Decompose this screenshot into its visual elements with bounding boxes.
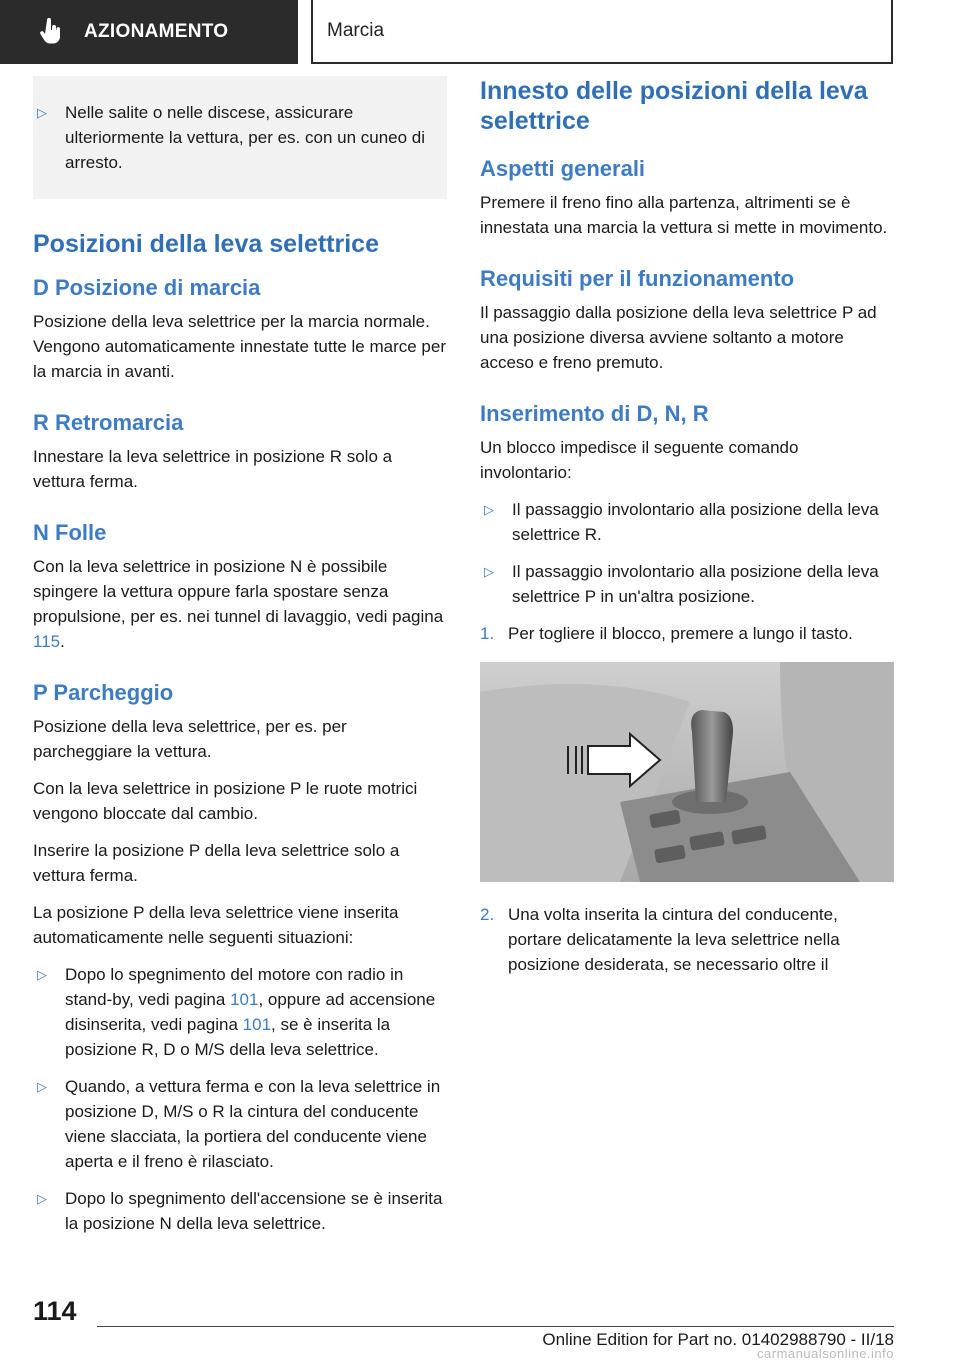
section-heading: Posizioni della leva selettrice bbox=[33, 230, 379, 258]
triangle-right-icon: ▷ bbox=[37, 967, 47, 982]
triangle-right-icon: ▷ bbox=[37, 105, 47, 120]
subheading: P Parcheggio bbox=[33, 680, 174, 705]
step-item: 2. Una volta inserita la cintura del conducente, portare delicatamente la leva selettrice nella posizione desiderata, se necessario oltre il bbox=[480, 902, 894, 977]
list-item: ▷ Quando, a vettura ferma e con la leva selettrice in posizione D, M/S o R la cintura del conducente viene slacciata, la portiera del conducente viene aperta e il freno è rilasciato. bbox=[33, 1074, 447, 1174]
section-tab bbox=[0, 0, 298, 64]
list-item: ▷ Il passaggio involontario alla posizione della leva selettrice R. bbox=[480, 497, 894, 547]
section-p bbox=[33, 680, 447, 1236]
page-number: 114 bbox=[33, 1296, 77, 1326]
paragraph: Il passaggio dalla posizione della leva selettrice P ad una posizione diversa avviene soltanto a motore acceso e freno premuto. bbox=[480, 303, 877, 372]
edition-text: Online Edition for Part no. 01402988790 - II/18 bbox=[542, 1330, 894, 1349]
note-box bbox=[33, 76, 447, 199]
step-number: 2. bbox=[480, 905, 495, 924]
paragraph: Un blocco impedisce il seguente comando involontario: bbox=[480, 438, 799, 482]
subheading: Inserimento di D, N, R bbox=[480, 401, 709, 426]
section-title: AZIONAMENTO bbox=[84, 21, 229, 42]
subheading: N Folle bbox=[33, 520, 107, 545]
step-number: 1. bbox=[480, 624, 495, 643]
list-item: ▷ Nelle salite o nelle discese, assicurare ulteriormente la vettura, per es. con un cuneo di arresto. bbox=[33, 76, 433, 175]
paragraph: Posizione della leva selettrice per la marcia normale. Vengono automaticamente innestate tutte le marce per la marcia in avanti. bbox=[33, 312, 446, 381]
paragraph: Con la leva selettrice in posizione N è possibile spingere la vettura oppure farla spostare senza propulsione, per es. nei tunnel di lavaggio, vedi pagina 115. bbox=[33, 557, 444, 651]
watermark: carmanualsonline.info bbox=[757, 1346, 894, 1361]
subheading: R Retromarcia bbox=[33, 410, 184, 435]
chapter-tab bbox=[311, 0, 893, 64]
paragraph: Innestare la leva selettrice in posizione R solo a vettura ferma. bbox=[33, 447, 393, 491]
section-requirements bbox=[480, 266, 894, 375]
section-d bbox=[33, 275, 447, 384]
page-link[interactable]: 101 bbox=[242, 1015, 272, 1034]
page-link[interactable]: 101 bbox=[230, 990, 259, 1009]
left-column bbox=[33, 76, 447, 1262]
section-heading: Innesto delle posizioni della leva selettrice bbox=[480, 77, 868, 135]
page-link[interactable]: 115 bbox=[33, 632, 61, 651]
right-column bbox=[480, 76, 894, 1003]
list-item: ▷ Il passaggio involontario alla posizione della leva selettrice P in un'altra posizione. bbox=[480, 559, 894, 609]
paragraph: Posizione della leva selettrice, per es. per parcheggiare la vettura. bbox=[33, 717, 347, 761]
triangle-right-icon: ▷ bbox=[37, 1079, 47, 1094]
section-general bbox=[480, 156, 894, 240]
footer-divider bbox=[97, 1326, 894, 1327]
list-item: ▷ Dopo lo spegnimento del motore con radio in stand-by, vedi pagina 101, oppure ad accensione disinserita, vedi pagina 101, se è inserita la posizione R, D o M/S della leva selettrice. bbox=[33, 962, 447, 1062]
paragraph: La posizione P della leva selettrice viene inserita automaticamente nelle seguenti situazioni: bbox=[33, 903, 399, 947]
paragraph: Con la leva selettrice in posizione P le ruote motrici vengono bloccate dal cambio. bbox=[33, 779, 418, 823]
triangle-right-icon: ▷ bbox=[484, 502, 494, 517]
section-n bbox=[33, 520, 447, 654]
section-r bbox=[33, 410, 447, 494]
subheading: D Posizione di marcia bbox=[33, 275, 261, 300]
list-item: ▷ Dopo lo spegnimento dell'accensione se è inserita la posizione N della leva selettrice. bbox=[33, 1186, 447, 1236]
subheading: Aspetti generali bbox=[480, 156, 646, 181]
subheading: Requisiti per il funzionamento bbox=[480, 266, 795, 291]
triangle-right-icon: ▷ bbox=[484, 564, 494, 579]
step-item: 1. Per togliere il blocco, premere a lungo il tasto. bbox=[480, 621, 894, 646]
hand-pointer-icon bbox=[40, 18, 64, 46]
gear-lever-illustration bbox=[480, 662, 894, 882]
section-dnr bbox=[480, 401, 894, 977]
triangle-right-icon: ▷ bbox=[37, 1191, 47, 1206]
chapter-title: Marcia bbox=[327, 20, 385, 41]
paragraph: Inserire la posizione P della leva selettrice solo a vettura ferma. bbox=[33, 841, 400, 885]
paragraph: Premere il freno fino alla partenza, altrimenti se è innestata una marcia la vettura si mette in movimento. bbox=[480, 193, 888, 237]
